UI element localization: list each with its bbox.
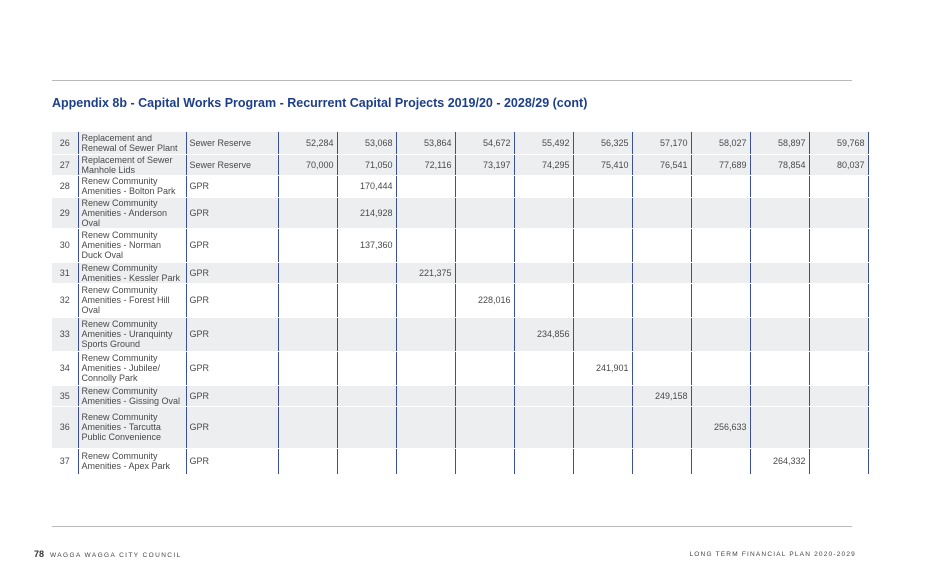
year-value	[809, 283, 868, 317]
year-value	[396, 351, 455, 385]
year-value	[278, 448, 337, 474]
year-value	[396, 283, 455, 317]
project-description: Renew Community Amenities - Forest Hill Oval	[78, 283, 186, 317]
year-value	[514, 175, 573, 197]
year-value	[514, 262, 573, 283]
project-description: Replacement and Renewal of Sewer Plant	[78, 132, 186, 154]
row-number: 27	[52, 154, 78, 175]
year-value	[691, 448, 750, 474]
project-description: Renew Community Amenities - Kessler Park	[78, 262, 186, 283]
funding-source: GPR	[186, 406, 278, 448]
year-value	[278, 351, 337, 385]
year-value	[573, 448, 632, 474]
year-value	[809, 197, 868, 228]
year-value	[396, 385, 455, 406]
funding-source: GPR	[186, 283, 278, 317]
year-value	[691, 351, 750, 385]
footer-org: WAGGA WAGGA CITY COUNCIL	[50, 552, 182, 559]
year-value	[632, 197, 691, 228]
year-value	[750, 406, 809, 448]
footer-left	[34, 549, 182, 559]
year-value: 256,633	[691, 406, 750, 448]
table-row	[52, 385, 868, 406]
year-value	[455, 406, 514, 448]
year-value	[514, 385, 573, 406]
project-description: Renew Community Amenities - Anderson Oval	[78, 197, 186, 228]
year-value	[455, 262, 514, 283]
project-description: Renew Community Amenities - Jubilee/ Connolly Park	[78, 351, 186, 385]
row-number: 31	[52, 262, 78, 283]
project-description: Replacement of Sewer Manhole Lids	[78, 154, 186, 175]
year-value	[573, 228, 632, 262]
year-value: 73,197	[455, 154, 514, 175]
year-value: 76,541	[632, 154, 691, 175]
year-value: 80,037	[809, 154, 868, 175]
capital-works-table	[52, 132, 869, 475]
year-value	[396, 175, 455, 197]
page-number: 78	[34, 549, 45, 559]
year-value: 78,854	[750, 154, 809, 175]
year-value	[455, 317, 514, 351]
year-value	[278, 406, 337, 448]
year-value	[809, 262, 868, 283]
project-description: Renew Community Amenities - Norman Duck Oval	[78, 228, 186, 262]
funding-source: GPR	[186, 175, 278, 197]
row-number: 26	[52, 132, 78, 154]
year-value	[455, 228, 514, 262]
table-row	[52, 317, 868, 351]
year-value	[455, 175, 514, 197]
year-value	[396, 197, 455, 228]
year-value	[573, 262, 632, 283]
table-row	[52, 197, 868, 228]
year-value	[396, 448, 455, 474]
table-row	[52, 175, 868, 197]
row-number: 30	[52, 228, 78, 262]
year-value	[278, 262, 337, 283]
year-value	[455, 197, 514, 228]
year-value	[750, 262, 809, 283]
year-value	[632, 448, 691, 474]
year-value	[514, 448, 573, 474]
year-value: 241,901	[573, 351, 632, 385]
funding-source: Sewer Reserve	[186, 154, 278, 175]
row-number: 29	[52, 197, 78, 228]
project-description: Renew Community Amenities - Apex Park	[78, 448, 186, 474]
row-number: 32	[52, 283, 78, 317]
year-value	[809, 228, 868, 262]
year-value	[632, 283, 691, 317]
year-value	[455, 448, 514, 474]
bottom-rule	[52, 526, 852, 527]
year-value	[809, 448, 868, 474]
table-row	[52, 283, 868, 317]
year-value: 77,689	[691, 154, 750, 175]
year-value	[809, 317, 868, 351]
year-value	[278, 385, 337, 406]
footer-doc-title: LONG TERM FINANCIAL PLAN 2020-2029	[689, 551, 856, 558]
year-value	[632, 406, 691, 448]
year-value	[514, 228, 573, 262]
row-number: 35	[52, 385, 78, 406]
year-value: 170,444	[337, 175, 396, 197]
year-value: 234,856	[514, 317, 573, 351]
year-value	[573, 197, 632, 228]
year-value: 137,360	[337, 228, 396, 262]
year-value: 75,410	[573, 154, 632, 175]
year-value: 214,928	[337, 197, 396, 228]
top-rule	[52, 80, 852, 81]
year-value	[573, 283, 632, 317]
funding-source: GPR	[186, 262, 278, 283]
year-value	[514, 351, 573, 385]
year-value: 57,170	[632, 132, 691, 154]
year-value: 54,672	[455, 132, 514, 154]
year-value	[455, 385, 514, 406]
table-body	[52, 132, 868, 474]
year-value	[809, 385, 868, 406]
funding-source: GPR	[186, 197, 278, 228]
project-description: Renew Community Amenities - Tarcutta Public Convenience	[78, 406, 186, 448]
table-row	[52, 448, 868, 474]
year-value: 249,158	[632, 385, 691, 406]
year-value	[573, 175, 632, 197]
year-value	[750, 317, 809, 351]
funding-source: GPR	[186, 448, 278, 474]
year-value	[514, 197, 573, 228]
year-value: 55,492	[514, 132, 573, 154]
funding-source: GPR	[186, 385, 278, 406]
year-value	[278, 228, 337, 262]
year-value	[750, 228, 809, 262]
year-value: 228,016	[455, 283, 514, 317]
year-value	[573, 385, 632, 406]
year-value: 58,897	[750, 132, 809, 154]
year-value: 59,768	[809, 132, 868, 154]
year-value	[750, 351, 809, 385]
year-value: 52,284	[278, 132, 337, 154]
year-value	[809, 406, 868, 448]
table-row	[52, 351, 868, 385]
year-value: 56,325	[573, 132, 632, 154]
year-value	[278, 197, 337, 228]
table-row	[52, 154, 868, 175]
year-value	[514, 406, 573, 448]
year-value: 221,375	[396, 262, 455, 283]
year-value	[691, 317, 750, 351]
page-title: Appendix 8b - Capital Works Program - Recurrent Capital Projects 2019/20 - 2028/29 (cont)	[52, 96, 588, 110]
table-row	[52, 228, 868, 262]
project-description: Renew Community Amenities - Uranquinty Sports Ground	[78, 317, 186, 351]
year-value	[632, 228, 691, 262]
table-row	[52, 132, 868, 154]
year-value	[750, 197, 809, 228]
year-value	[632, 351, 691, 385]
year-value	[809, 351, 868, 385]
year-value	[337, 448, 396, 474]
year-value: 58,027	[691, 132, 750, 154]
row-number: 36	[52, 406, 78, 448]
year-value	[691, 228, 750, 262]
year-value	[750, 175, 809, 197]
year-value: 70,000	[278, 154, 337, 175]
funding-source: GPR	[186, 228, 278, 262]
funding-source: GPR	[186, 351, 278, 385]
year-value	[337, 406, 396, 448]
project-description: Renew Community Amenities - Gissing Oval	[78, 385, 186, 406]
table-row	[52, 406, 868, 448]
row-number: 28	[52, 175, 78, 197]
year-value	[691, 175, 750, 197]
year-value: 53,068	[337, 132, 396, 154]
year-value	[809, 175, 868, 197]
year-value	[691, 283, 750, 317]
table-row	[52, 262, 868, 283]
funding-source: GPR	[186, 317, 278, 351]
year-value: 72,116	[396, 154, 455, 175]
year-value	[691, 262, 750, 283]
year-value	[632, 175, 691, 197]
year-value	[691, 197, 750, 228]
year-value	[337, 283, 396, 317]
year-value	[337, 262, 396, 283]
year-value	[632, 262, 691, 283]
year-value	[632, 317, 691, 351]
year-value	[514, 283, 573, 317]
year-value	[573, 317, 632, 351]
year-value	[691, 385, 750, 406]
year-value	[396, 317, 455, 351]
year-value: 264,332	[750, 448, 809, 474]
year-value: 74,295	[514, 154, 573, 175]
year-value	[750, 283, 809, 317]
year-value	[278, 317, 337, 351]
year-value	[396, 228, 455, 262]
year-value	[573, 406, 632, 448]
year-value	[750, 385, 809, 406]
year-value	[337, 351, 396, 385]
year-value	[455, 351, 514, 385]
year-value	[396, 406, 455, 448]
year-value: 71,050	[337, 154, 396, 175]
row-number: 33	[52, 317, 78, 351]
year-value	[337, 317, 396, 351]
year-value	[278, 175, 337, 197]
project-description: Renew Community Amenities - Bolton Park	[78, 175, 186, 197]
row-number: 37	[52, 448, 78, 474]
row-number: 34	[52, 351, 78, 385]
year-value	[337, 385, 396, 406]
year-value: 53,864	[396, 132, 455, 154]
funding-source: Sewer Reserve	[186, 132, 278, 154]
year-value	[278, 283, 337, 317]
